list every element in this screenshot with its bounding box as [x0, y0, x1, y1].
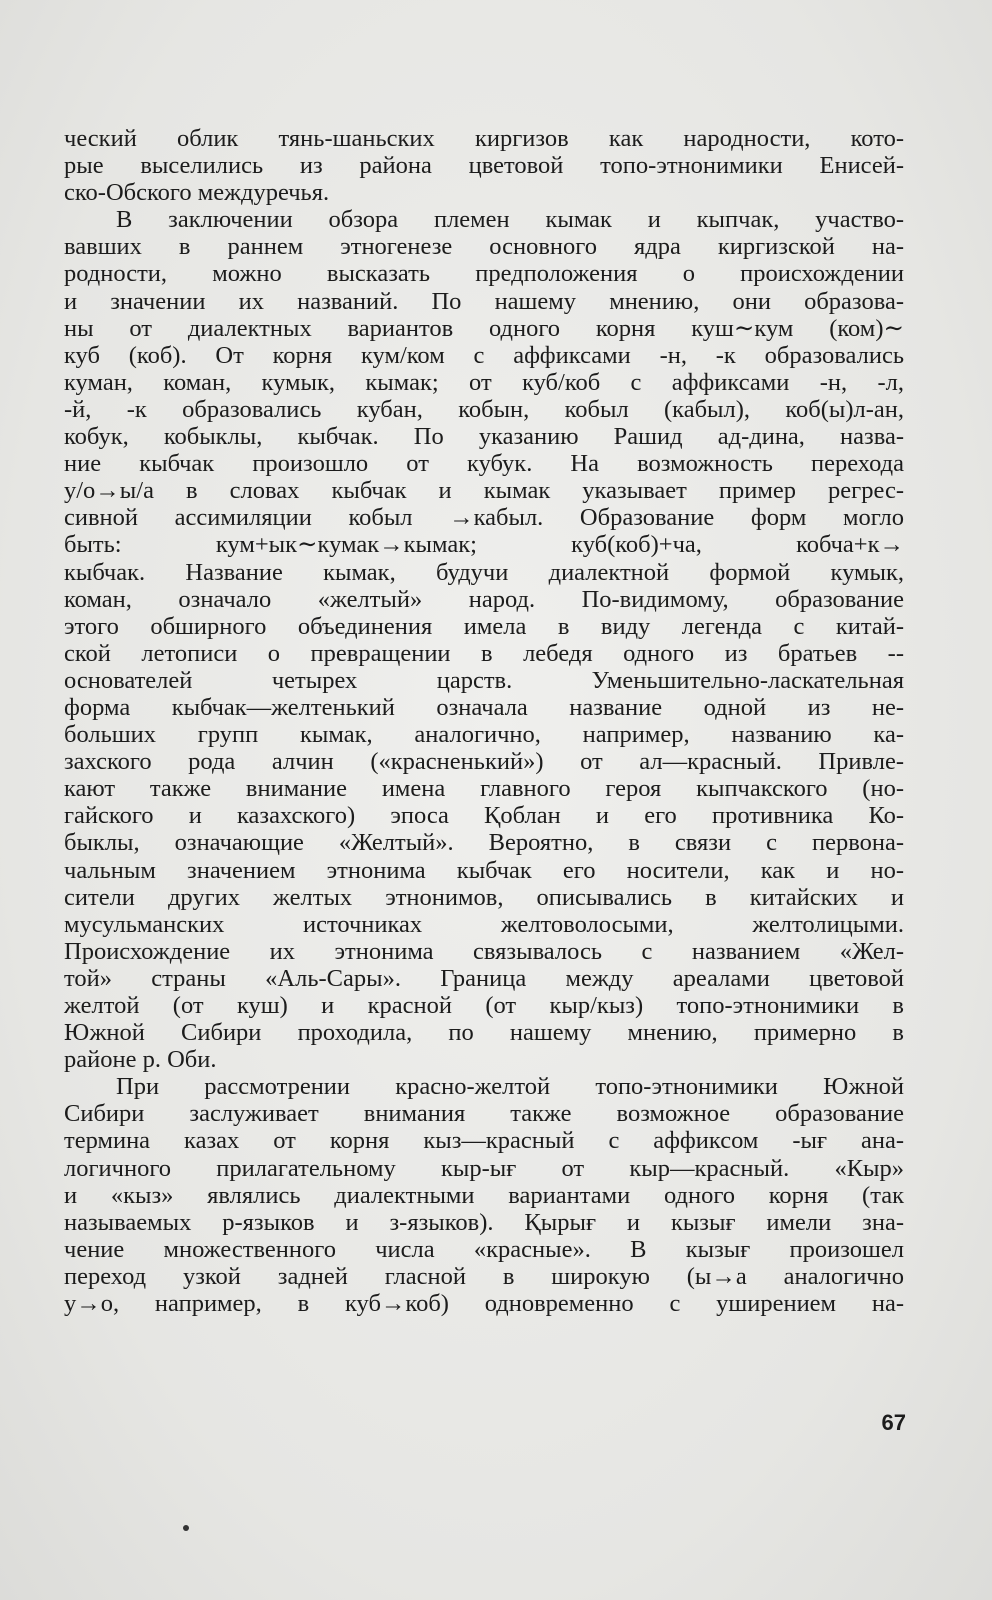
text-line: переход узкой задней гласной в широкую (ы→а аналогично — [64, 1262, 904, 1290]
text-line: логичного прилагательному кыр-ығ от кыр—красный. «Кыр» — [64, 1154, 904, 1182]
text-line: форма кыбчак—желтенький означала название одной из не- — [64, 693, 904, 721]
text-line: гайского и казахского) эпоса Қоблан и его противника Ко- — [64, 802, 904, 830]
text-line: мусульманских источниках желтоволосыми, желтолицыми. — [64, 910, 904, 938]
text-line: ческий облик тянь-шаньских киргизов как народности, кото- — [64, 125, 904, 152]
text-line: кыбчак. Название кымак, будучи диалектной формой кумык, — [64, 558, 904, 586]
text-line: чение множественного числа «красные». В кызығ произошел — [64, 1235, 904, 1263]
text-line: Происхождение их этнонима связывалось с названием «Жел- — [64, 937, 904, 965]
ink-speck — [183, 1525, 189, 1531]
text-line: той» страны «Аль-Сары». Граница между ареалами цветовой — [64, 964, 904, 992]
text-line: районе р. Оби. — [64, 1046, 217, 1074]
text-line: сивной ассимиляции кобыл →кабыл. Образование форм могло — [64, 504, 904, 532]
paragraph-first-line: При рассмотрении красно-желтой топо-этнонимики Южной — [116, 1073, 904, 1101]
text-line: ны от диалектных вариантов одного корня куш∼кум (ком)∼ — [64, 314, 904, 342]
page-number: 67 — [881, 1410, 906, 1435]
text-line: этого обширного объединения имела в виду легенда с китай- — [64, 612, 904, 640]
paragraph-first-line: В заключении обзора племен кымак и кыпчак, участво- — [116, 206, 904, 234]
text-line: вавших в раннем этногенезе основного ядра киргизской на- — [64, 233, 904, 261]
text-line: коман, означало «желтый» народ. По-видимому, образование — [64, 585, 904, 613]
text-line: ской летописи о превращении в лебедя одного из братьев -- — [64, 639, 904, 667]
text-line: куман, коман, кумык, кымак; от куб/коб с аффиксами -н, -л, — [64, 368, 904, 396]
text-line: -й, -к образовались кубан, кобын, кобыл (кабыл), коб(ы)л-ан, — [64, 395, 904, 423]
text-line: быть: кум+ык∼кумак→кымак; куб(коб)+ча, кобча+к→ — [64, 531, 904, 559]
text-line: основателей четырех царств. Уменьшительно-ласкательная — [64, 666, 904, 694]
text-line: желтой (от куш) и красной (от кыр/кыз) топо-этнонимики в — [64, 992, 904, 1019]
text-line: термина казах от корня кыз—красный с аффиксом -ығ ана- — [64, 1127, 904, 1155]
text-line: и «кыз» являлись диалектными вариантами одного корня (так — [64, 1181, 904, 1209]
text-line: Южной Сибири проходила, по нашему мнению, примерно в — [64, 1019, 904, 1047]
text-line: родности, можно высказать предположения о происхождении — [64, 260, 904, 288]
text-line: захского рода алчин («красненький») от ал—красный. Привле- — [64, 748, 904, 776]
text-line: называемых р-языков и з-языков). Қырығ и кызығ имели зна- — [64, 1208, 904, 1236]
text-line: Сибири заслуживает внимания также возможное образование — [64, 1100, 904, 1128]
text-line: быклы, означающие «Желтый». Вероятно, в связи с первона- — [64, 829, 904, 857]
text-line: сители других желтых этнонимов, описывались в китайских и — [64, 883, 904, 911]
text-line: ско-Обского междуречья. — [64, 179, 330, 207]
text-line: и значении их названий. По нашему мнению, они образова- — [64, 287, 904, 315]
text-line: чальным значением этнонима кыбчак его носители, как и но- — [64, 856, 904, 884]
text-line: больших групп кымак, аналогично, например, названию ка- — [64, 721, 904, 749]
text-line: рые выселились из района цветовой топо-этнонимики Енисей- — [64, 152, 904, 180]
body-text — [64, 125, 904, 1317]
text-line: ние кыбчак произошло от кубук. На возможность перехода — [64, 450, 904, 478]
text-line: у/о→ы/а в словах кыбчак и кымак указывает пример регрес- — [64, 477, 904, 505]
text-line: кают также внимание имена главного героя кыпчакского (но- — [64, 775, 904, 803]
text-line: у→о, например, в куб→коб) одновременно с уширением на- — [64, 1290, 904, 1318]
text-line: куб (коб). От корня кум/ком с аффиксами -н, -к образовались — [64, 341, 904, 369]
text-line: кобук, кобыклы, кыбчак. По указанию Рашид ад-дина, назва- — [64, 423, 904, 451]
